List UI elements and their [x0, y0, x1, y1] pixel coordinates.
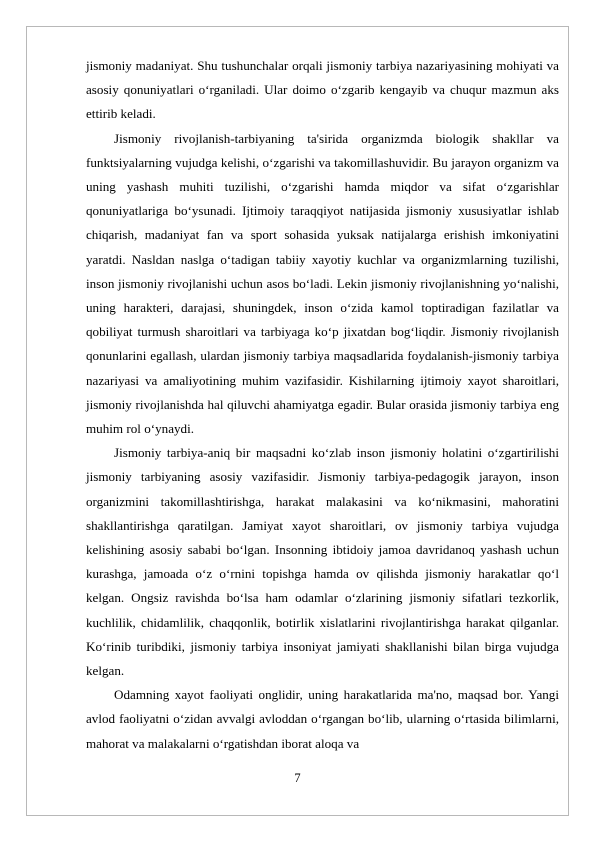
paragraph-jismoniy-tarbiya: Jismoniy tarbiya-aniq bir maqsadni ko‘zlab inson jismoniy holatini o‘zgartirilishi jismoniy tarbiyaning asosiy vazifasidir. Jismoniy tarbiya-pedagogik jarayon, inson organizmini takomillashtirishga, harakat malakasini va ko‘nikmasini, mahoratini shakllantirishga qaratilgan. Jamiyat xayot sharoitlari, ov jismoniy tarbiya vujudga kelishining asosiy sababi bo‘lgan. Insonning ibtidoiy jamoa davridanoq yashash uchun kurashga, jamoada o‘z o‘rnini topishga hamda ov qilishda jismoniy harakatlar qo‘l kelgan. Ongsiz ravishda bo‘lsa ham odamlar o‘zlarining jismoniy sifatlari tezkorlik, kuchlilik, chidamlilik, chaqqonlik, botirlik xislatlarini rivojlantirishga harakat qilganlar. Ko‘rinib turibdiki, jismoniy tarbiya insoniyat jamiyati shakllanishi bilan birga vujudga kelgan. — [86, 445, 559, 679]
page-number: 7 — [294, 771, 301, 785]
paragraph-continued: jismoniy madaniyat. Shu tushunchalar orqali jismoniy tarbiya nazariyasining mohiyati va asosiy qonuniyatlari o‘rganiladi. Ular doimo o‘zgarib kengayib va chuqur mazmun aks ettirib keladi. — [86, 58, 559, 122]
paragraph-odamning-xayot: Odamning xayot faoliyati onglidir, uning harakatlarida ma'no, maqsad bor. Yangi avlod faoliyatni o‘zidan avvalgi avloddan o‘rgangan bo‘lib, ularning o‘rtasida bilimlarni, mahorat va malakalarni o‘rgatishdan iborat aloqa va — [86, 687, 559, 751]
document-body — [86, 54, 559, 756]
paragraph-jismoniy-rivojlanish: Jismoniy rivojlanish-tarbiyaning ta'sirida organizmda biologik shakllar va funktsiyalarning vujudga kelishi, o‘zgarishi va takomillashuvidir. Bu jarayon organizm va uning yashash muhiti tuzilishi, o‘zgarishi hamda miqdor va sifat o‘zgarishlar qonuniyatlariga bo‘ysunadi. Ijtimoiy taraqqiyot natijasida jismoniy xususiyatlar ishlab chiqarish, madaniyat fan va sport sohasida yuksak natijalarga erishish imkoniyatini yaratdi. Nasldan naslga o‘tadigan tabiiy xayotiy kuchlar va organizmlarning tuzilishi, inson jismoniy rivojlanishi uchun asos bo‘ladi. Lekin jismoniy rivojlanishning yo‘nalishi, uning harakteri, darajasi, shuningdek, inson o‘zida kamol toptiradigan fazilatlar va qobiliyat turmush sharoitlari va tarbiyaga ko‘p jixatdan bog‘liqdir. Jismoniy rivojlanish qonunlarini egallash, ulardan jismoniy tarbiya maqsadlarida foydalanish-jismoniy tarbiya nazariyasi va amaliyotining muhim vazifasidir. Kishilarning ijtimoiy xayot sharoitlari, jismoniy rivojlanishda hal qiluvchi ahamiyatga egadir. Bular orasida jismoniy tarbiya eng muhim rol o‘ynaydi. — [86, 130, 559, 437]
